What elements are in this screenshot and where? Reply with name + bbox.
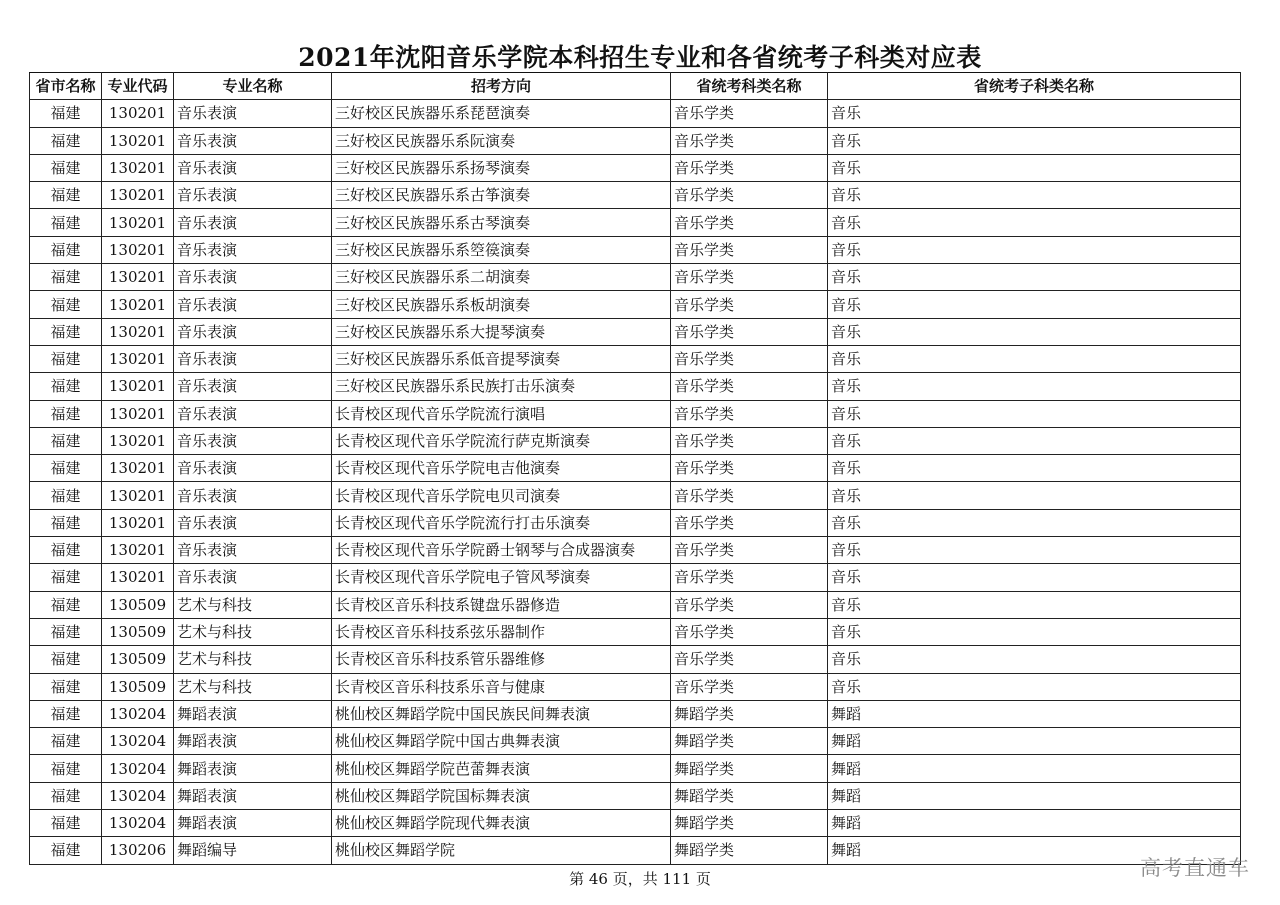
province-cell: 福建 [30,127,102,154]
table-row [30,182,1241,209]
major-code-cell: 130201 [102,455,174,482]
major-code-cell: 130201 [102,154,174,181]
category-cell: 音乐学类 [671,427,828,454]
category-cell: 音乐学类 [671,537,828,564]
major-name-cell: 音乐表演 [174,345,332,372]
major-code-cell: 130201 [102,318,174,345]
subcategory-cell: 舞蹈 [828,700,1241,727]
table-row [30,646,1241,673]
direction-cell: 三好校区民族器乐系扬琴演奏 [332,154,671,181]
page-footer: 第 46 页，共 111 页 [569,870,711,888]
direction-cell: 桃仙校区舞蹈学院中国民族民间舞表演 [332,700,671,727]
major-code-cell: 130204 [102,700,174,727]
direction-cell: 三好校区民族器乐系箜篌演奏 [332,236,671,263]
province-cell: 福建 [30,755,102,782]
header-subcategory: 省统考子科类名称 [828,73,1241,100]
category-cell: 音乐学类 [671,482,828,509]
major-name-cell: 音乐表演 [174,509,332,536]
subcategory-cell: 舞蹈 [828,810,1241,837]
category-cell: 音乐学类 [671,646,828,673]
direction-cell: 三好校区民族器乐系大提琴演奏 [332,318,671,345]
province-cell: 福建 [30,810,102,837]
province-cell: 福建 [30,728,102,755]
category-cell: 音乐学类 [671,209,828,236]
major-code-cell: 130201 [102,482,174,509]
major-name-cell: 舞蹈表演 [174,755,332,782]
table-body [30,100,1241,864]
major-name-cell: 音乐表演 [174,537,332,564]
direction-cell: 三好校区民族器乐系琵琶演奏 [332,100,671,127]
category-cell: 舞蹈学类 [671,755,828,782]
major-code-cell: 130204 [102,755,174,782]
direction-cell: 长青校区音乐科技系乐音与健康 [332,673,671,700]
admission-table [29,72,1241,865]
direction-cell: 桃仙校区舞蹈学院中国古典舞表演 [332,728,671,755]
category-cell: 舞蹈学类 [671,700,828,727]
major-name-cell: 舞蹈表演 [174,782,332,809]
table-row [30,264,1241,291]
direction-cell: 长青校区音乐科技系键盘乐器修造 [332,591,671,618]
major-code-cell: 130201 [102,127,174,154]
province-cell: 福建 [30,509,102,536]
major-name-cell: 舞蹈编导 [174,837,332,864]
table-row [30,318,1241,345]
subcategory-cell: 音乐 [828,427,1241,454]
category-cell: 音乐学类 [671,455,828,482]
direction-cell: 桃仙校区舞蹈学院 [332,837,671,864]
table-row [30,673,1241,700]
subcategory-cell: 音乐 [828,127,1241,154]
table-row [30,564,1241,591]
major-name-cell: 音乐表演 [174,318,332,345]
province-cell: 福建 [30,264,102,291]
category-cell: 音乐学类 [671,291,828,318]
category-cell: 音乐学类 [671,154,828,181]
category-cell: 音乐学类 [671,373,828,400]
category-cell: 舞蹈学类 [671,728,828,755]
category-cell: 音乐学类 [671,127,828,154]
major-code-cell: 130201 [102,236,174,263]
subcategory-cell: 音乐 [828,673,1241,700]
major-code-cell: 130509 [102,673,174,700]
direction-cell: 桃仙校区舞蹈学院芭蕾舞表演 [332,755,671,782]
province-cell: 福建 [30,564,102,591]
province-cell: 福建 [30,782,102,809]
table-row [30,537,1241,564]
subcategory-cell: 音乐 [828,209,1241,236]
major-name-cell: 音乐表演 [174,264,332,291]
major-name-cell: 音乐表演 [174,291,332,318]
category-cell: 舞蹈学类 [671,837,828,864]
table-header-row [30,73,1241,100]
table-row [30,373,1241,400]
category-cell: 音乐学类 [671,673,828,700]
table-row [30,810,1241,837]
table-row [30,755,1241,782]
province-cell: 福建 [30,427,102,454]
subcategory-cell: 音乐 [828,154,1241,181]
category-cell: 音乐学类 [671,345,828,372]
major-name-cell: 艺术与科技 [174,673,332,700]
major-code-cell: 130509 [102,591,174,618]
major-code-cell: 130204 [102,782,174,809]
category-cell: 音乐学类 [671,264,828,291]
category-cell: 音乐学类 [671,564,828,591]
major-name-cell: 音乐表演 [174,127,332,154]
province-cell: 福建 [30,182,102,209]
table-row [30,236,1241,263]
major-code-cell: 130201 [102,564,174,591]
header-major-name: 专业名称 [174,73,332,100]
header-direction: 招考方向 [332,73,671,100]
province-cell: 福建 [30,291,102,318]
major-name-cell: 舞蹈表演 [174,810,332,837]
major-code-cell: 130201 [102,291,174,318]
category-cell: 音乐学类 [671,318,828,345]
subcategory-cell: 舞蹈 [828,837,1241,864]
subcategory-cell: 舞蹈 [828,782,1241,809]
major-name-cell: 艺术与科技 [174,591,332,618]
watermark: 高考直通车 [1140,856,1250,880]
category-cell: 舞蹈学类 [671,810,828,837]
province-cell: 福建 [30,537,102,564]
table-row [30,482,1241,509]
table-row [30,728,1241,755]
direction-cell: 长青校区现代音乐学院流行打击乐演奏 [332,509,671,536]
subcategory-cell: 音乐 [828,318,1241,345]
direction-cell: 三好校区民族器乐系民族打击乐演奏 [332,373,671,400]
major-name-cell: 音乐表演 [174,482,332,509]
major-code-cell: 130206 [102,837,174,864]
category-cell: 音乐学类 [671,591,828,618]
subcategory-cell: 音乐 [828,509,1241,536]
subcategory-cell: 舞蹈 [828,755,1241,782]
major-code-cell: 130509 [102,646,174,673]
major-code-cell: 130204 [102,810,174,837]
major-name-cell: 艺术与科技 [174,646,332,673]
province-cell: 福建 [30,673,102,700]
subcategory-cell: 音乐 [828,291,1241,318]
direction-cell: 长青校区现代音乐学院爵士钢琴与合成器演奏 [332,537,671,564]
major-name-cell: 音乐表演 [174,100,332,127]
subcategory-cell: 音乐 [828,564,1241,591]
category-cell: 音乐学类 [671,236,828,263]
province-cell: 福建 [30,400,102,427]
major-code-cell: 130201 [102,537,174,564]
category-cell: 音乐学类 [671,618,828,645]
direction-cell: 长青校区现代音乐学院流行萨克斯演奏 [332,427,671,454]
major-name-cell: 音乐表演 [174,236,332,263]
major-name-cell: 音乐表演 [174,427,332,454]
province-cell: 福建 [30,373,102,400]
subcategory-cell: 舞蹈 [828,728,1241,755]
category-cell: 舞蹈学类 [671,782,828,809]
major-code-cell: 130201 [102,427,174,454]
major-code-cell: 130204 [102,728,174,755]
direction-cell: 桃仙校区舞蹈学院国标舞表演 [332,782,671,809]
table-row [30,427,1241,454]
major-name-cell: 音乐表演 [174,400,332,427]
direction-cell: 长青校区现代音乐学院电子管风琴演奏 [332,564,671,591]
direction-cell: 长青校区音乐科技系管乐器维修 [332,646,671,673]
major-name-cell: 音乐表演 [174,209,332,236]
table-row [30,509,1241,536]
table-row [30,345,1241,372]
table-row [30,209,1241,236]
document-title: 2021年沈阳音乐学院本科招生专业和各省统考子科类对应表 [298,43,982,72]
major-code-cell: 130201 [102,400,174,427]
major-name-cell: 音乐表演 [174,154,332,181]
major-name-cell: 音乐表演 [174,182,332,209]
subcategory-cell: 音乐 [828,345,1241,372]
major-name-cell: 艺术与科技 [174,618,332,645]
subcategory-cell: 音乐 [828,100,1241,127]
province-cell: 福建 [30,455,102,482]
category-cell: 音乐学类 [671,509,828,536]
province-cell: 福建 [30,154,102,181]
major-name-cell: 音乐表演 [174,455,332,482]
province-cell: 福建 [30,318,102,345]
direction-cell: 三好校区民族器乐系古琴演奏 [332,209,671,236]
table-row [30,291,1241,318]
province-cell: 福建 [30,837,102,864]
province-cell: 福建 [30,236,102,263]
direction-cell: 三好校区民族器乐系二胡演奏 [332,264,671,291]
table-row [30,618,1241,645]
province-cell: 福建 [30,209,102,236]
subcategory-cell: 音乐 [828,373,1241,400]
table-row [30,100,1241,127]
direction-cell: 三好校区民族器乐系古筝演奏 [332,182,671,209]
direction-cell: 三好校区民族器乐系板胡演奏 [332,291,671,318]
major-name-cell: 音乐表演 [174,564,332,591]
table-row [30,782,1241,809]
table-row [30,455,1241,482]
province-cell: 福建 [30,591,102,618]
province-cell: 福建 [30,482,102,509]
table-row [30,127,1241,154]
major-code-cell: 130201 [102,373,174,400]
header-category: 省统考科类名称 [671,73,828,100]
category-cell: 音乐学类 [671,400,828,427]
province-cell: 福建 [30,700,102,727]
category-cell: 音乐学类 [671,182,828,209]
direction-cell: 长青校区现代音乐学院电贝司演奏 [332,482,671,509]
direction-cell: 桃仙校区舞蹈学院现代舞表演 [332,810,671,837]
subcategory-cell: 音乐 [828,482,1241,509]
table-row [30,700,1241,727]
direction-cell: 三好校区民族器乐系阮演奏 [332,127,671,154]
major-code-cell: 130201 [102,100,174,127]
subcategory-cell: 音乐 [828,618,1241,645]
header-province: 省市名称 [30,73,102,100]
table-row [30,154,1241,181]
direction-cell: 长青校区现代音乐学院电吉他演奏 [332,455,671,482]
direction-cell: 三好校区民族器乐系低音提琴演奏 [332,345,671,372]
major-code-cell: 130201 [102,182,174,209]
subcategory-cell: 音乐 [828,400,1241,427]
province-cell: 福建 [30,345,102,372]
province-cell: 福建 [30,646,102,673]
major-name-cell: 音乐表演 [174,373,332,400]
major-code-cell: 130201 [102,264,174,291]
major-name-cell: 舞蹈表演 [174,700,332,727]
table-row [30,591,1241,618]
major-code-cell: 130201 [102,209,174,236]
category-cell: 音乐学类 [671,100,828,127]
subcategory-cell: 音乐 [828,455,1241,482]
header-major-code: 专业代码 [102,73,174,100]
subcategory-cell: 音乐 [828,264,1241,291]
subcategory-cell: 音乐 [828,646,1241,673]
subcategory-cell: 音乐 [828,537,1241,564]
major-code-cell: 130201 [102,345,174,372]
table-row [30,837,1241,864]
province-cell: 福建 [30,100,102,127]
major-code-cell: 130509 [102,618,174,645]
table-row [30,400,1241,427]
direction-cell: 长青校区现代音乐学院流行演唱 [332,400,671,427]
subcategory-cell: 音乐 [828,591,1241,618]
subcategory-cell: 音乐 [828,182,1241,209]
major-code-cell: 130201 [102,509,174,536]
major-name-cell: 舞蹈表演 [174,728,332,755]
direction-cell: 长青校区音乐科技系弦乐器制作 [332,618,671,645]
subcategory-cell: 音乐 [828,236,1241,263]
province-cell: 福建 [30,618,102,645]
